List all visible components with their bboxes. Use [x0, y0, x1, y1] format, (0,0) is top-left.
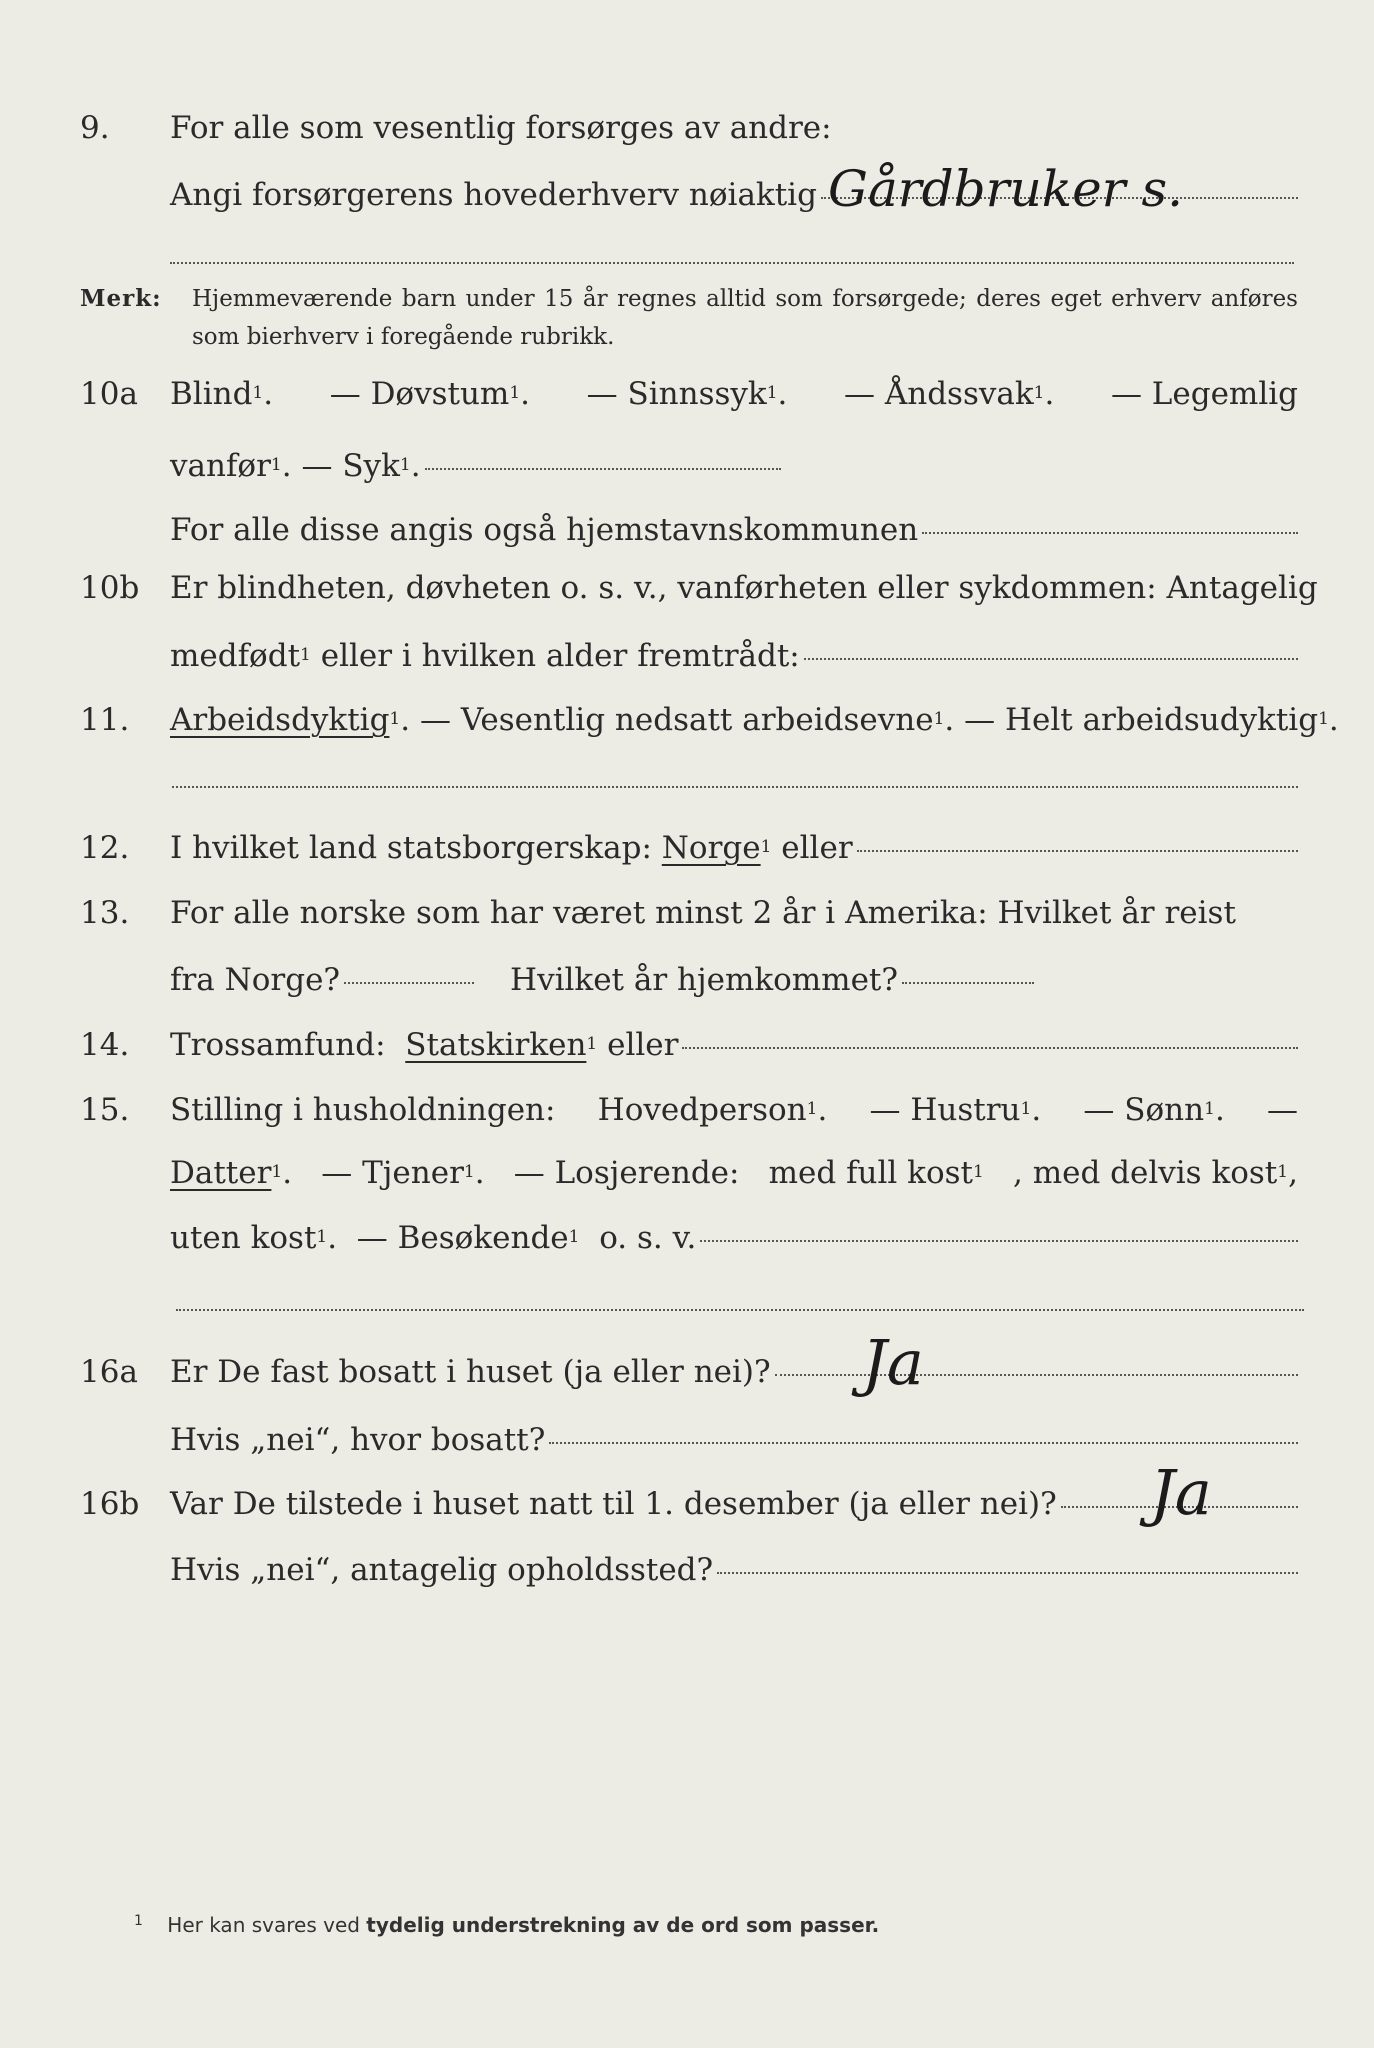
question-number: 10b	[80, 570, 140, 606]
answer-line[interactable]	[344, 982, 474, 984]
answer-line[interactable]	[775, 1374, 1298, 1376]
footnote-ref: 1	[760, 837, 772, 857]
footnote-ref: 1	[933, 709, 945, 729]
question-text: Hvilket år hjemkommet?	[510, 962, 899, 998]
question-text: Er De fast bosatt i huset (ja eller nei)?	[170, 1354, 771, 1390]
option-full-kost[interactable]	[769, 1153, 984, 1198]
footnote-ref: 1	[1033, 383, 1045, 403]
footnote-ref: 1	[509, 383, 521, 403]
comma: ,	[1288, 1155, 1298, 1191]
answer-line[interactable]	[425, 468, 781, 470]
answer-line[interactable]	[549, 1442, 1298, 1444]
option-uten-kost[interactable]: uten kost$^1$.	[170, 1220, 357, 1256]
answer-line-extra[interactable]	[172, 786, 1298, 788]
answer-line[interactable]	[902, 982, 1034, 984]
question-text: For alle norske som har været minst 2 år i Amerika: Hvilket år reist	[170, 895, 1236, 931]
footnote-ref: 1	[973, 1162, 984, 1182]
question-text: Var De tilstede i huset natt til 1. desember (ja eller nei)?	[170, 1486, 1057, 1522]
option-label: — Sønn	[1083, 1092, 1205, 1128]
question-text: eller	[781, 830, 853, 866]
handwritten-answer-occupation: Gårdbruker s.	[828, 160, 1184, 218]
footnote-text: Her kan svares ved	[167, 1913, 360, 1937]
option-label: uten kost	[170, 1220, 317, 1256]
question-text: I hvilket land statsborgerskap:	[170, 830, 652, 866]
option-label: , med delvis kost	[1013, 1155, 1278, 1191]
question-number: 10a	[80, 376, 138, 412]
option-delvis-kost[interactable]	[1013, 1153, 1298, 1198]
question-number: 14.	[80, 1027, 130, 1063]
footnote-text-bold: tydelig understrekning av de ord som passer.	[366, 1913, 880, 1937]
footnote-ref: 1	[271, 1162, 283, 1182]
option-blind[interactable]: Blind$^1$.	[170, 376, 274, 412]
footnote-ref: 1	[300, 645, 311, 665]
question-number: 12.	[80, 830, 130, 866]
option-arbeidsdyktig[interactable]: Arbeidsdyktig$^1$.	[170, 702, 420, 738]
option-sinnssyk[interactable]: — Sinnssyk$^1$.	[586, 376, 788, 412]
answer-line[interactable]	[922, 532, 1298, 534]
option-label: medfødt	[170, 638, 301, 674]
question-text: Er blindheten, døvheten o. s. v., vanførheten eller sykdommen: Antagelig	[170, 570, 1318, 606]
footnote-ref: 1	[586, 1034, 598, 1054]
option-label: — Døvstum	[329, 376, 510, 412]
option-dovstum[interactable]: — Døvstum$^1$.	[329, 376, 531, 412]
answer-line[interactable]	[682, 1047, 1298, 1049]
option-label: vanfør	[170, 448, 271, 484]
option-label: — Helt arbeidsudyktig	[964, 702, 1319, 738]
question-number: 13.	[80, 895, 130, 931]
option-legemlig[interactable]: — Legemlig	[1110, 376, 1298, 412]
answer-line[interactable]	[857, 850, 1298, 852]
footnote-ref: 1	[806, 1099, 818, 1119]
question-text: o. s. v.	[599, 1220, 697, 1256]
option-label: Blind	[170, 376, 253, 412]
option-hovedperson[interactable]: Hovedperson$^1$.	[597, 1092, 828, 1128]
question-text: — Losjerende:	[513, 1155, 740, 1191]
dash: —	[1267, 1092, 1298, 1128]
question-text: Hvis „nei“, antagelig opholdssted?	[170, 1552, 714, 1588]
footnote-ref: 1	[399, 455, 411, 475]
option-label-underlined: Datter	[170, 1155, 272, 1191]
footnote-mark: 1	[134, 1913, 143, 1929]
question-text: eller i hvilken alder fremtrådt:	[320, 638, 800, 674]
question-number: 9.	[80, 110, 110, 146]
question-text: Trossamfund:	[170, 1027, 386, 1063]
footnote-ref: 1	[1020, 1099, 1032, 1119]
answer-line[interactable]	[717, 1572, 1298, 1574]
option-label: — Sinnssyk	[586, 376, 767, 412]
option-norge[interactable]	[652, 828, 781, 873]
note-label: Merk:	[80, 285, 162, 312]
option-label: — Syk	[301, 448, 400, 484]
answer-line-extra[interactable]	[176, 1309, 1304, 1311]
question-number: 11.	[80, 702, 130, 738]
question-text: eller	[607, 1027, 679, 1063]
footnote-ref: 1	[389, 709, 401, 729]
option-medfodt[interactable]	[170, 636, 321, 681]
option-datter[interactable]: Datter$^1$.	[170, 1155, 293, 1191]
option-vanfor[interactable]: vanfør$^1$.	[170, 448, 302, 484]
option-andssvak[interactable]: — Åndssvak$^1$.	[844, 376, 1055, 412]
question-text: Stilling i husholdningen:	[170, 1092, 556, 1128]
handwritten-answer-16b: Ja	[1150, 1456, 1212, 1529]
question-text: For alle som vesentlig forsørges av andre:	[170, 110, 832, 146]
option-sonn[interactable]: — Sønn$^1$.	[1083, 1092, 1225, 1128]
option-label-underlined: Arbeidsdyktig	[170, 702, 390, 738]
option-label: med full kost	[768, 1155, 974, 1191]
option-label: — Besøkende	[356, 1220, 569, 1256]
note-text: Hjemmeværende barn under 15 år regnes alltid som forsørgede; deres eget erhverv anføres som bierhverv i foregående rubrikk.	[192, 286, 1298, 350]
question-text: fra Norge?	[170, 962, 341, 998]
option-statskirken[interactable]	[386, 1025, 608, 1070]
option-label-underlined: Norge	[661, 830, 761, 866]
footnote-ref: 1	[316, 1227, 328, 1247]
question-number: 15.	[80, 1092, 130, 1128]
footnote-ref: 1	[1277, 1162, 1289, 1182]
question-text: For alle disse angis også hjemstavnskommunen	[170, 512, 919, 548]
option-label: — Hustru	[869, 1092, 1021, 1128]
question-text: Hvis „nei“, hvor bosatt?	[170, 1422, 546, 1458]
footnote-ref: 1	[1204, 1099, 1215, 1119]
answer-line[interactable]	[700, 1240, 1298, 1242]
footnote-ref: 1	[252, 383, 264, 403]
option-hustru[interactable]: — Hustru$^1$.	[869, 1092, 1042, 1128]
answer-line-extra[interactable]	[170, 262, 1294, 264]
question-number: 16a	[80, 1354, 138, 1390]
footnote-ref: 1	[568, 1227, 580, 1247]
footnote-ref: 1	[463, 1162, 475, 1182]
option-label-underlined: Statskirken	[405, 1027, 587, 1063]
footnote	[134, 1913, 879, 1937]
footnote-ref: 1	[270, 455, 282, 475]
option-label: — Vesentlig nedsatt arbeidsevne	[419, 702, 934, 738]
option-besokende[interactable]	[357, 1218, 599, 1263]
option-udyktig[interactable]: — Helt arbeidsudyktig$^1$.	[964, 702, 1339, 738]
question-text: Angi forsørgerens hovederhverv nøiaktig	[170, 177, 817, 213]
option-label: — Tjener	[321, 1155, 464, 1191]
option-syk[interactable]: — Syk$^1$.	[301, 448, 421, 484]
option-label: Hovedperson	[597, 1092, 807, 1128]
handwritten-answer-16a: Ja	[862, 1326, 924, 1399]
question-number: 16b	[80, 1486, 140, 1522]
option-tjener[interactable]: — Tjener$^1$.	[321, 1155, 485, 1191]
option-label: — Åndssvak	[844, 376, 1034, 412]
option-nedsatt[interactable]: — Vesentlig nedsatt arbeidsevne$^1$.	[419, 702, 965, 738]
footnote-ref: 1	[766, 383, 778, 403]
answer-line[interactable]	[804, 658, 1298, 660]
footnote-ref: 1	[1318, 709, 1329, 729]
